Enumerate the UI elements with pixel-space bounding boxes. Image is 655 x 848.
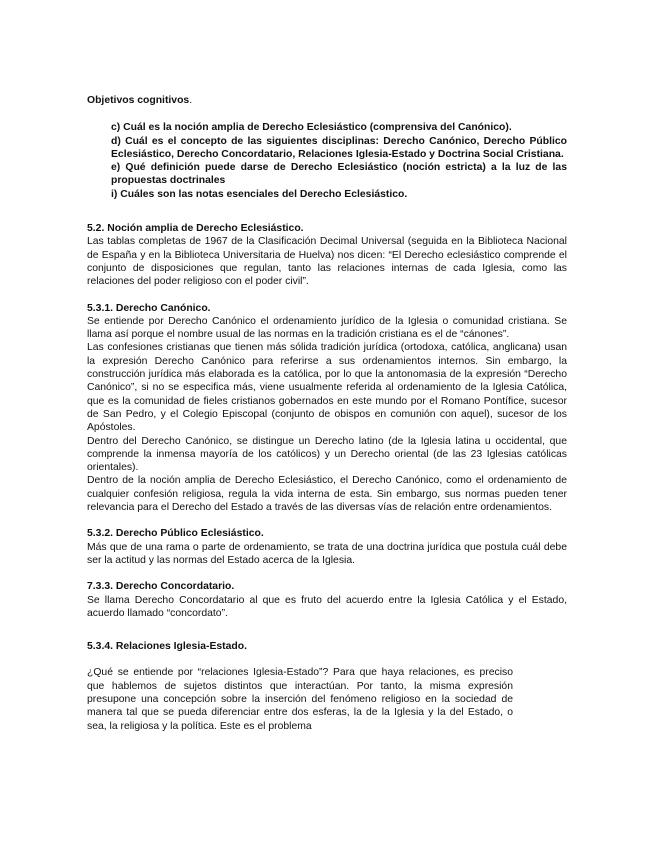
section-heading: 5.3.2. Derecho Público Eclesiástico. [87, 528, 264, 540]
section-paragraph: Las tablas completas de 1967 de la Clasificación Decimal Universal (seguida en la Biblioteca Nacional de España y en la Biblioteca Universitaria de Huelva) nos dicen: “El Derecho eclesiástico comprende el conjunto de disposiciones que regulan, tanto las relaciones internas de cada Iglesia, como las relaciones del poder religioso con el poder civil”. [87, 236, 567, 288]
objectives-list [111, 121, 567, 201]
objective-item: c) Cuál es la noción amplia de Derecho Eclesiástico (comprensiva del Canónico). [111, 122, 512, 134]
objective-item: d) Cuál es el concepto de las siguientes disciplinas: Derecho Canónico, Derecho Público Eclesiástico, Derecho Concordatario, Relaciones Iglesia-Estado y Doctrina Social Cristiana. [111, 135, 567, 160]
section-heading: 7.3.3. Derecho Concordatario. [87, 581, 235, 593]
section-paragraph: Más que de una rama o parte de ordenamiento, se trata de una doctrina jurídica que postula cuál debe ser la actitud y las normas del Estado acerca de la Iglesia. [87, 541, 567, 566]
section-derecho-concordatario [87, 580, 567, 620]
section-heading: 5.2. Noción amplia de Derecho Eclesiástico. [87, 223, 304, 235]
objectives-title-dot: . [189, 95, 193, 106]
section-paragraph: Las confesiones cristianas que tienen más sólida tradición jurídica (ortodoxa, católica, anglicana) usan la expresión Derecho Canónico para referirse a sus ordenamientos internos. Sin embargo, la construcción jurídica más elaborada es la católica, por lo que la antonomasia de la expresión “Derecho Canónico”, si no se especifica más, viene usualmente referida al ordenamiento de la Iglesia Católica, que es la comunidad de fieles cristianos gobernados en este mundo por el Romano Pontífice, sucesor de San Pedro, y el Colegio Episcopal (conjunto de obispos en comunión con aquel), sucesor de los Apóstoles. [87, 342, 567, 434]
section-paragraph: Se entiende por Derecho Canónico el ordenamiento jurídico de la Iglesia o comunidad cristiana. Se llama así porque el nombre usual de las normas en la tradición cristiana es el de “cánones”. [87, 315, 567, 341]
objective-item: e) Qué definición puede darse de Derecho Eclesiástico (noción estricta) a la luz de las propuestas doctrinales [111, 162, 567, 187]
section-paragraph: ¿Qué se entiende por “relaciones Iglesia-Estado”? Para que haya relaciones, es preciso que hablemos de sujetos distintos que interactúan. Por tanto, la misma expresión presupone una concepción sobre la inserción del fenómeno religioso en la sociedad de manera tal que se pueda diferenciar entre dos esferas, la de la Iglesia y la del Estado, o sea, la religiosa y la política. Este es el problema [87, 667, 513, 732]
document-body [87, 94, 567, 746]
section-heading: 5.3.4. Relaciones Iglesia-Estado. [87, 641, 247, 653]
section-heading: 5.3.1. Derecho Canónico. [87, 302, 211, 314]
section-relaciones-iglesia-estado [87, 640, 567, 733]
objectives-title [87, 94, 567, 107]
objective-item: i) Cuáles son las notas esenciales del Derecho Eclesiástico. [111, 188, 408, 200]
section-paragraph: Dentro de la noción amplia de Derecho Eclesiástico, el Derecho Canónico, como el ordenamiento de cualquier confesión religiosa, regula la vida interna de esta. Sin embargo, sus normas pueden tener relevancia para el Derecho del Estado a través de las diversas vías de relación entre ordenamientos. [87, 475, 567, 514]
section-derecho-canonico [87, 302, 567, 515]
section-nocion-amplia [87, 222, 567, 288]
section-derecho-publico-eclesiastico [87, 527, 567, 567]
objectives-title-text: Objetivos cognitivos [87, 95, 190, 106]
section-paragraph: Dentro del Derecho Canónico, se distingue un Derecho latino (de la Iglesia latina u occidental, que comprende la inmensa mayoría de los católicos) y un Derecho oriental (de las 23 Iglesias católicas orientales). [87, 435, 567, 474]
section-paragraph: Se llama Derecho Concordatario al que es fruto del acuerdo entre la Iglesia Católica y el Estado, acuerdo llamado “concordato”. [87, 594, 567, 619]
